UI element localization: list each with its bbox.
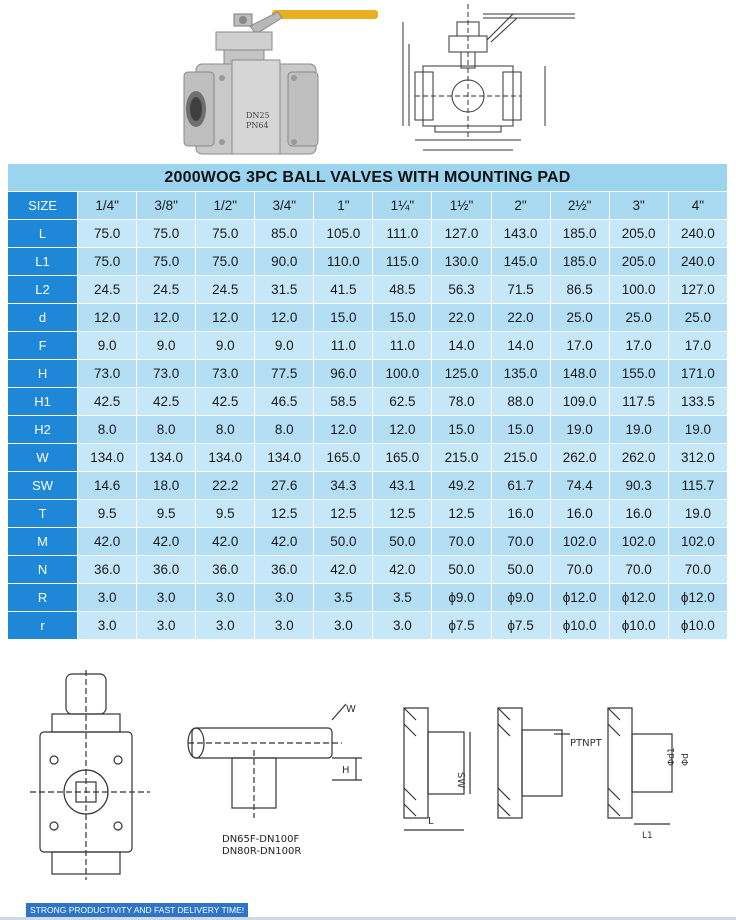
table-cell: 42.0 — [196, 528, 255, 556]
row-label: SW — [8, 472, 78, 500]
table-cell: 11.0 — [314, 332, 373, 360]
table-cell: 185.0 — [551, 248, 610, 276]
table-cell: 15.0 — [432, 416, 491, 444]
table-cell: 9.0 — [137, 332, 196, 360]
row-label: R — [8, 584, 78, 612]
table-cell: 75.0 — [196, 248, 255, 276]
table-cell: 8.0 — [196, 416, 255, 444]
table-cell: 22.0 — [492, 304, 551, 332]
table-cell: 75.0 — [137, 248, 196, 276]
row-label: L — [8, 220, 78, 248]
label-d: Φd — [681, 753, 691, 766]
table-cell: 15.0 — [314, 304, 373, 332]
table-cell: 117.5 — [610, 388, 669, 416]
table-cell: 74.4 — [551, 472, 610, 500]
table-cell: 50.0 — [432, 556, 491, 584]
table-cell: 11.0 — [373, 332, 432, 360]
table-cell: 19.0 — [669, 500, 728, 528]
table-cell: 127.0 — [432, 220, 491, 248]
table-cell: 42.0 — [137, 528, 196, 556]
table-cell: 36.0 — [255, 556, 314, 584]
table-cell: 3.0 — [373, 612, 432, 640]
table-row — [8, 444, 728, 472]
table-cell: 3.0 — [314, 612, 373, 640]
table-cell: 125.0 — [432, 360, 491, 388]
table-cell: 43.1 — [373, 472, 432, 500]
table-cell: 12.0 — [255, 304, 314, 332]
size-cell: 3/8" — [137, 192, 196, 220]
table-cell: 49.2 — [432, 472, 491, 500]
table-cell: ϕ7.5 — [492, 612, 551, 640]
table-cell: 19.0 — [551, 416, 610, 444]
table-cell: 9.5 — [78, 500, 137, 528]
table-cell: 56.3 — [432, 276, 491, 304]
table-cell: 135.0 — [492, 360, 551, 388]
table-cell: 17.0 — [669, 332, 728, 360]
table-cell: 12.0 — [196, 304, 255, 332]
table-cell: 9.0 — [255, 332, 314, 360]
bottom-figures — [0, 660, 736, 900]
table-cell: 15.0 — [492, 416, 551, 444]
table-cell: 25.0 — [610, 304, 669, 332]
row-label: H — [8, 360, 78, 388]
table-cell: 22.0 — [432, 304, 491, 332]
table-cell: 70.0 — [610, 556, 669, 584]
table-row — [8, 472, 728, 500]
table-cell: 8.0 — [78, 416, 137, 444]
table-cell: 62.5 — [373, 388, 432, 416]
tee-caption-line-1: DN65F-DN100F — [222, 834, 300, 845]
table-cell: 100.0 — [610, 276, 669, 304]
label-pt-npt: PTNPT — [570, 738, 602, 749]
table-cell: 85.0 — [255, 220, 314, 248]
table-cell: ϕ10.0 — [551, 612, 610, 640]
table-cell: 42.5 — [196, 388, 255, 416]
table-cell: 3.0 — [137, 612, 196, 640]
threaded-end-drawing — [494, 704, 604, 844]
butt-weld-drawing — [604, 704, 704, 844]
table-cell: 115.0 — [373, 248, 432, 276]
table-row — [8, 220, 728, 248]
table-cell: 14.0 — [432, 332, 491, 360]
table-cell: 70.0 — [551, 556, 610, 584]
valve-handle — [272, 10, 378, 19]
pipe-tee-drawing — [182, 700, 372, 820]
table-cell: 18.0 — [137, 472, 196, 500]
table-cell: 71.5 — [492, 276, 551, 304]
table-cell: 19.0 — [610, 416, 669, 444]
body-marking-pressure: PN64 — [246, 121, 269, 130]
table-cell: 73.0 — [196, 360, 255, 388]
size-cell: 1½" — [432, 192, 491, 220]
table-cell: 27.6 — [255, 472, 314, 500]
row-label: r — [8, 612, 78, 640]
table-cell: 90.3 — [610, 472, 669, 500]
table-cell: 12.0 — [78, 304, 137, 332]
table-cell: 14.6 — [78, 472, 137, 500]
table-cell: 102.0 — [551, 528, 610, 556]
size-cell: 1/4" — [78, 192, 137, 220]
table-cell: 148.0 — [551, 360, 610, 388]
row-label: W — [8, 444, 78, 472]
table-cell: 3.0 — [255, 612, 314, 640]
table-cell: 90.0 — [255, 248, 314, 276]
table-cell: 48.5 — [373, 276, 432, 304]
label-l: L — [428, 816, 434, 827]
body-marking-size: DN25 — [246, 111, 270, 120]
table-cell: 102.0 — [610, 528, 669, 556]
table-cell: 24.5 — [137, 276, 196, 304]
table-cell: 100.0 — [373, 360, 432, 388]
table-cell: 50.0 — [314, 528, 373, 556]
table-cell: ϕ10.0 — [610, 612, 669, 640]
table-row — [8, 304, 728, 332]
table-cell: 171.0 — [669, 360, 728, 388]
table-cell: ϕ12.0 — [669, 584, 728, 612]
table-row — [8, 584, 728, 612]
row-label: H1 — [8, 388, 78, 416]
table-cell: 12.0 — [314, 416, 373, 444]
table-cell: 3.0 — [78, 612, 137, 640]
table-cell: 73.0 — [78, 360, 137, 388]
table-title: 2000WOG 3PC BALL VALVES WITH MOUNTING PAD — [8, 164, 728, 192]
table-cell: 17.0 — [610, 332, 669, 360]
table-cell: 78.0 — [432, 388, 491, 416]
table-cell: 70.0 — [432, 528, 491, 556]
size-cell: 1/2" — [196, 192, 255, 220]
table-cell: 215.0 — [432, 444, 491, 472]
table-cell: 155.0 — [610, 360, 669, 388]
table-cell: 3.5 — [373, 584, 432, 612]
table-cell: 165.0 — [373, 444, 432, 472]
table-cell: 133.5 — [669, 388, 728, 416]
size-cell: 1" — [314, 192, 373, 220]
table-cell: 12.0 — [373, 416, 432, 444]
top-figures — [0, 0, 736, 160]
table-cell: 42.5 — [137, 388, 196, 416]
table-cell: 14.0 — [492, 332, 551, 360]
table-cell: 50.0 — [373, 528, 432, 556]
table-cell: 312.0 — [669, 444, 728, 472]
table-cell: 130.0 — [432, 248, 491, 276]
table-cell: 3.0 — [137, 584, 196, 612]
table-cell: ϕ9.0 — [492, 584, 551, 612]
table-cell: 185.0 — [551, 220, 610, 248]
table-cell: 3.5 — [314, 584, 373, 612]
table-cell: 110.0 — [314, 248, 373, 276]
table-cell: 86.5 — [551, 276, 610, 304]
label-sw: SW — [455, 772, 466, 789]
table-cell: 12.5 — [432, 500, 491, 528]
table-row — [8, 500, 728, 528]
table-cell: ϕ9.0 — [432, 584, 491, 612]
table-cell: 46.5 — [255, 388, 314, 416]
table-cell: 262.0 — [610, 444, 669, 472]
table-cell: 19.0 — [669, 416, 728, 444]
table-row — [8, 360, 728, 388]
table-cell: 12.5 — [314, 500, 373, 528]
table-cell: 42.0 — [78, 528, 137, 556]
table-cell: 3.0 — [255, 584, 314, 612]
size-row — [8, 192, 728, 220]
tee-caption-line-2: DN80R-DN100R — [222, 846, 302, 857]
table-cell: 31.5 — [255, 276, 314, 304]
table-cell: 42.0 — [255, 528, 314, 556]
table-cell: 9.0 — [196, 332, 255, 360]
table-cell: 12.0 — [137, 304, 196, 332]
label-l1: L1 — [642, 831, 653, 841]
table-cell: 34.3 — [314, 472, 373, 500]
table-cell: 17.0 — [551, 332, 610, 360]
table-cell: 16.0 — [551, 500, 610, 528]
table-cell: 240.0 — [669, 220, 728, 248]
table-row — [8, 332, 728, 360]
table-row — [8, 248, 728, 276]
table-cell: 96.0 — [314, 360, 373, 388]
table-cell: 50.0 — [492, 556, 551, 584]
table-cell: 9.5 — [196, 500, 255, 528]
label-w: W — [346, 704, 356, 715]
table-cell: 16.0 — [492, 500, 551, 528]
table-cell: 134.0 — [137, 444, 196, 472]
table-cell: ϕ10.0 — [669, 612, 728, 640]
tee-caption — [222, 834, 301, 858]
table-cell: 70.0 — [669, 556, 728, 584]
table-row — [8, 556, 728, 584]
table-cell: 75.0 — [78, 248, 137, 276]
table-cell: 240.0 — [669, 248, 728, 276]
table-cell: ϕ12.0 — [610, 584, 669, 612]
table-cell: 75.0 — [196, 220, 255, 248]
table-cell: 134.0 — [196, 444, 255, 472]
table-cell: 115.7 — [669, 472, 728, 500]
table-cell: 8.0 — [255, 416, 314, 444]
table-cell: 70.0 — [492, 528, 551, 556]
table-cell: 12.5 — [373, 500, 432, 528]
table-cell: 165.0 — [314, 444, 373, 472]
table-cell: 42.0 — [314, 556, 373, 584]
table-cell: 9.0 — [78, 332, 137, 360]
table-row — [8, 416, 728, 444]
table-cell: 73.0 — [137, 360, 196, 388]
row-label: H2 — [8, 416, 78, 444]
table-cell: 12.5 — [255, 500, 314, 528]
table-cell: 36.0 — [78, 556, 137, 584]
footer-banner: STRONG PRODUCTIVITY AND FAST DELIVERY TIME! — [26, 903, 248, 917]
size-cell: 1¼" — [373, 192, 432, 220]
table-cell: 105.0 — [314, 220, 373, 248]
table-cell: 25.0 — [551, 304, 610, 332]
table-cell: 145.0 — [492, 248, 551, 276]
table-cell: 3.0 — [78, 584, 137, 612]
table-cell: 42.5 — [78, 388, 137, 416]
table-cell: ϕ12.0 — [551, 584, 610, 612]
table-cell: 41.5 — [314, 276, 373, 304]
row-label: N — [8, 556, 78, 584]
spec-table — [8, 164, 728, 640]
table-cell: 36.0 — [196, 556, 255, 584]
table-cell: 88.0 — [492, 388, 551, 416]
table-row — [8, 276, 728, 304]
table-cell: 102.0 — [669, 528, 728, 556]
size-cell: 3" — [610, 192, 669, 220]
table-cell: 16.0 — [610, 500, 669, 528]
table-cell: 3.0 — [196, 584, 255, 612]
table-cell: 77.5 — [255, 360, 314, 388]
size-cell: 3/4" — [255, 192, 314, 220]
table-cell: 75.0 — [78, 220, 137, 248]
table-cell: 75.0 — [137, 220, 196, 248]
row-label: L2 — [8, 276, 78, 304]
table-cell: 24.5 — [196, 276, 255, 304]
table-cell: 25.0 — [669, 304, 728, 332]
table-cell: 36.0 — [137, 556, 196, 584]
ball-valve-photo — [170, 4, 400, 156]
table-cell: 127.0 — [669, 276, 728, 304]
table-cell: 134.0 — [78, 444, 137, 472]
size-cell: 2" — [492, 192, 551, 220]
table-cell: 143.0 — [492, 220, 551, 248]
row-label: SIZE — [8, 192, 78, 220]
row-label: T — [8, 500, 78, 528]
row-label: L1 — [8, 248, 78, 276]
table-row — [8, 612, 728, 640]
table-cell: 15.0 — [373, 304, 432, 332]
row-label: F — [8, 332, 78, 360]
table-cell: 58.5 — [314, 388, 373, 416]
table-cell: 42.0 — [373, 556, 432, 584]
table-cell: 262.0 — [551, 444, 610, 472]
table-row — [8, 388, 728, 416]
mounting-pad-drawing — [30, 670, 150, 880]
table-cell: 134.0 — [255, 444, 314, 472]
table-cell: 22.2 — [196, 472, 255, 500]
table-cell: 109.0 — [551, 388, 610, 416]
row-label: d — [8, 304, 78, 332]
table-cell: 215.0 — [492, 444, 551, 472]
valve-section-drawing — [395, 0, 595, 160]
row-label: M — [8, 528, 78, 556]
size-cell: 2½" — [551, 192, 610, 220]
size-cell: 4" — [669, 192, 728, 220]
table-cell: 8.0 — [137, 416, 196, 444]
table-cell: 24.5 — [78, 276, 137, 304]
table-cell: 3.0 — [196, 612, 255, 640]
label-d1: Φd1 — [667, 747, 677, 766]
table-cell: 205.0 — [610, 248, 669, 276]
label-h: H — [342, 765, 350, 776]
table-cell: 205.0 — [610, 220, 669, 248]
table-cell: ϕ7.5 — [432, 612, 491, 640]
table-cell: 61.7 — [492, 472, 551, 500]
table-row — [8, 528, 728, 556]
socket-weld-drawing — [400, 704, 490, 844]
table-cell: 111.0 — [373, 220, 432, 248]
table-cell: 9.5 — [137, 500, 196, 528]
